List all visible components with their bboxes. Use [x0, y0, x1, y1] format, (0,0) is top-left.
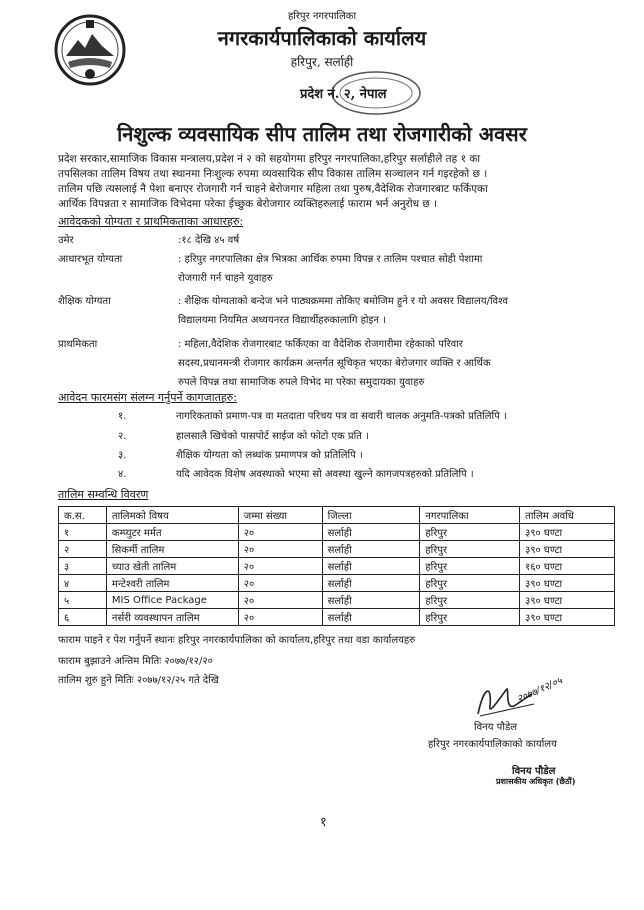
training-heading: तालिम सम्वन्धि विवरण: [58, 488, 149, 501]
page-title: निशुल्क व्यवसायिक सीप तालिम तथा रोजगारीको अवसर: [117, 122, 527, 146]
basis-label: आधारभूत योग्यता: [58, 254, 123, 265]
table-cell: ३९० घण्टा: [520, 524, 615, 541]
intro-line: तालिम पछि त्यसलाई नै पेशा बनाएर रोजगारी गर्न चाहने बेरोजगार महिला तथा पुरुष,वैदेशिक रोजगारबाट फर्किएका: [58, 183, 488, 195]
training-start: तालिम शुरु हुने मितिः २०७७/१२/२५ गते देखि: [58, 675, 219, 686]
table-cell: ३९० घण्टा: [520, 575, 615, 592]
age-value: :१८ देखि ४५ वर्ष: [178, 235, 240, 246]
table-cell: च्याउ खेती तालिम: [106, 558, 238, 575]
table-cell: १६० घण्टा: [520, 558, 615, 575]
eligibility-heading: आवेदकको योग्यता र प्राथमिकताका आधारहरु:: [58, 215, 244, 228]
column-header: तालिम अवधि: [520, 507, 615, 524]
table-cell: हरिपुर: [420, 524, 520, 541]
priority-label: प्राथमिकता: [58, 339, 98, 350]
table-cell: सर्लाही: [322, 558, 420, 575]
table-cell: सर्लाही: [322, 575, 420, 592]
education-label: शैक्षिक योग्यता: [58, 296, 111, 307]
table-cell: २: [59, 541, 107, 558]
stamp-name: विनय पौडेल: [512, 766, 556, 777]
table-cell: हरिपुर: [420, 541, 520, 558]
province-line: प्रदेश नं. २, नेपाल: [300, 87, 387, 102]
column-header: क.स.: [59, 507, 107, 524]
table-cell: ३: [59, 558, 107, 575]
basis-line: रोजगारी गर्न चाहने युवाहरु: [178, 273, 273, 284]
column-header: नगरपालिका: [420, 507, 520, 524]
table-cell: १: [59, 524, 107, 541]
stamp-title: प्रशासकीय अधिकृत (छैठौं): [496, 777, 576, 786]
table-cell: २०: [238, 558, 322, 575]
document-num: ३.: [118, 450, 127, 461]
table-cell: सर्लाही: [322, 592, 420, 609]
age-label: उमेर: [58, 235, 74, 246]
document-text: यदि आवेदक विशेष अवस्थाको भएमा सो अवस्था खुल्ने कागजपत्रहरुको प्रतिलिपि ।: [176, 469, 474, 480]
form-deadline: फाराम बुझाउने अन्तिम मितिः २०७७/१२/२०: [58, 656, 213, 667]
table-cell: ३९० घण्टा: [520, 609, 615, 626]
form-place: फाराम पाइने र पेश गर्नुपर्ने स्थानः हरिपुर नगरकार्यपालिका को कार्यालय,हरिपुर तथा वडा कार्यालयहरु: [58, 635, 416, 646]
table-cell: २०: [238, 609, 322, 626]
municipality-name: हरिपुर नगरपालिका: [287, 11, 357, 22]
table-cell: हरिपुर: [420, 592, 520, 609]
table-cell: २०: [238, 575, 322, 592]
training-table: [58, 506, 615, 626]
signatory-office: हरिपुर नगरकार्यपालिकाको कार्यालय: [428, 739, 557, 750]
document-num: ४.: [118, 469, 127, 480]
office-name: नगरकार्यपालिकाको कार्यालय: [217, 26, 427, 50]
table-cell: MIS Office Package: [106, 592, 238, 609]
table-cell: सर्लाही: [322, 541, 420, 558]
table-cell: सर्लाही: [322, 609, 420, 626]
table-cell: २०: [238, 592, 322, 609]
column-header: जम्मा संख्या: [238, 507, 322, 524]
intro-line: तपसिलका तालिम विषय तथा स्थानमा निःशुल्क रुपमा व्यवसायिक सीप विकास तालिम सञ्चालन गर्न गइरहेको छ ।: [58, 168, 488, 180]
priority-line: : महिला,वैदेशिक रोजगारबाट फर्किएका वा वैदेशिक रोजगारीमा रहेकाको परिवार: [178, 339, 463, 350]
document-text: हालसालै खिचेको पासपोर्ट साईज को फोटो एक प्रति ।: [176, 431, 369, 442]
table-cell: ६: [59, 609, 107, 626]
signatory-name: विनय पौडेल: [474, 722, 518, 733]
priority-line: सदस्य,प्रधानमन्त्री रोजगार कार्यक्रम अन्तर्गत सूचिकृत भएका बेरोजगार व्यक्ति र आर्थिक: [178, 358, 491, 369]
document-num: २.: [118, 431, 127, 442]
table-cell: ३९० घण्टा: [520, 541, 615, 558]
document-num: १.: [118, 411, 127, 422]
education-line: विद्यालयमा नियमित अध्ययनरत विद्यार्थीहरुकालागि होइन ।: [178, 315, 386, 326]
intro-paragraph: [58, 152, 488, 212]
table-cell: हरिपुर: [420, 609, 520, 626]
page-mark: १: [320, 815, 327, 830]
table-row: [59, 592, 615, 609]
column-header: जिल्ला: [322, 507, 420, 524]
table-cell: नर्सरी व्यवस्थापन तालिम: [106, 609, 238, 626]
document-text: नागरिकताको प्रमाण-पत्र वा मतदाता परिचय पत्र वा सवारी चालक अनुमति-पत्रको प्रतिलिपि ।: [176, 411, 507, 422]
table-row: [59, 575, 615, 592]
column-header: तालिमको विषय: [106, 507, 238, 524]
table-row: [59, 541, 615, 558]
table-cell: ३९० घण्टा: [520, 592, 615, 609]
priority-line: रुपले विपन्न तथा सामाजिक रुपले विभेद मा परेका समुदायका युवाहरु: [178, 377, 425, 388]
table-cell: सर्लाही: [322, 524, 420, 541]
basis-line: : हरिपुर नगरपालिका क्षेत्र भित्रका आर्थिक रुपमा विपन्न र तालिम पश्चात सोही पेशामा: [178, 254, 483, 265]
signature-date: २०७७/१२/०५: [515, 675, 565, 706]
document-text: शैक्षिक योग्यता को लब्धांक प्रमाणपत्र को प्रतिलिपि ।: [176, 450, 363, 461]
table-cell: हरिपुर: [420, 558, 520, 575]
table-cell: २०: [238, 541, 322, 558]
table-row: [59, 558, 615, 575]
table-cell: सिकर्मी तालिम: [106, 541, 238, 558]
intro-line: प्रदेश सरकार,सामाजिक विकास मन्त्रालय,प्रदेश नं २ को सहयोगमा हरिपुर नगरपालिका,हरिपुर सर्लाहीले तह १ का: [58, 153, 481, 165]
table-row: [59, 524, 615, 541]
table-cell: हरिपुर: [420, 575, 520, 592]
education-line: : शैक्षिक योग्यताको बन्देज भने पाठ्यक्रममा तोकिए बमोजिम हुने र यो अवसर विद्यालय/विश्व: [178, 296, 508, 307]
table-row: [59, 609, 615, 626]
table-cell: कम्प्युटर मर्मत: [106, 524, 238, 541]
table-cell: २०: [238, 524, 322, 541]
table-header-row: [59, 507, 615, 524]
table-cell: मन्टेश्वरी तालिम: [106, 575, 238, 592]
table-cell: ५: [59, 592, 107, 609]
intro-line: आर्थिक विपन्नता र सामाजिक विभेदमा परेका ईच्छुक बेरोजगार व्यक्तिहरुलाई फाराम भर्न अनुरोध छ ।: [58, 198, 438, 210]
office-address: हरिपुर, सर्लाही: [290, 55, 354, 69]
documents-heading: आवेदन फारमसंग संलग्न गर्नुपर्ने कागजातहरु:: [58, 391, 237, 404]
table-cell: ४: [59, 575, 107, 592]
